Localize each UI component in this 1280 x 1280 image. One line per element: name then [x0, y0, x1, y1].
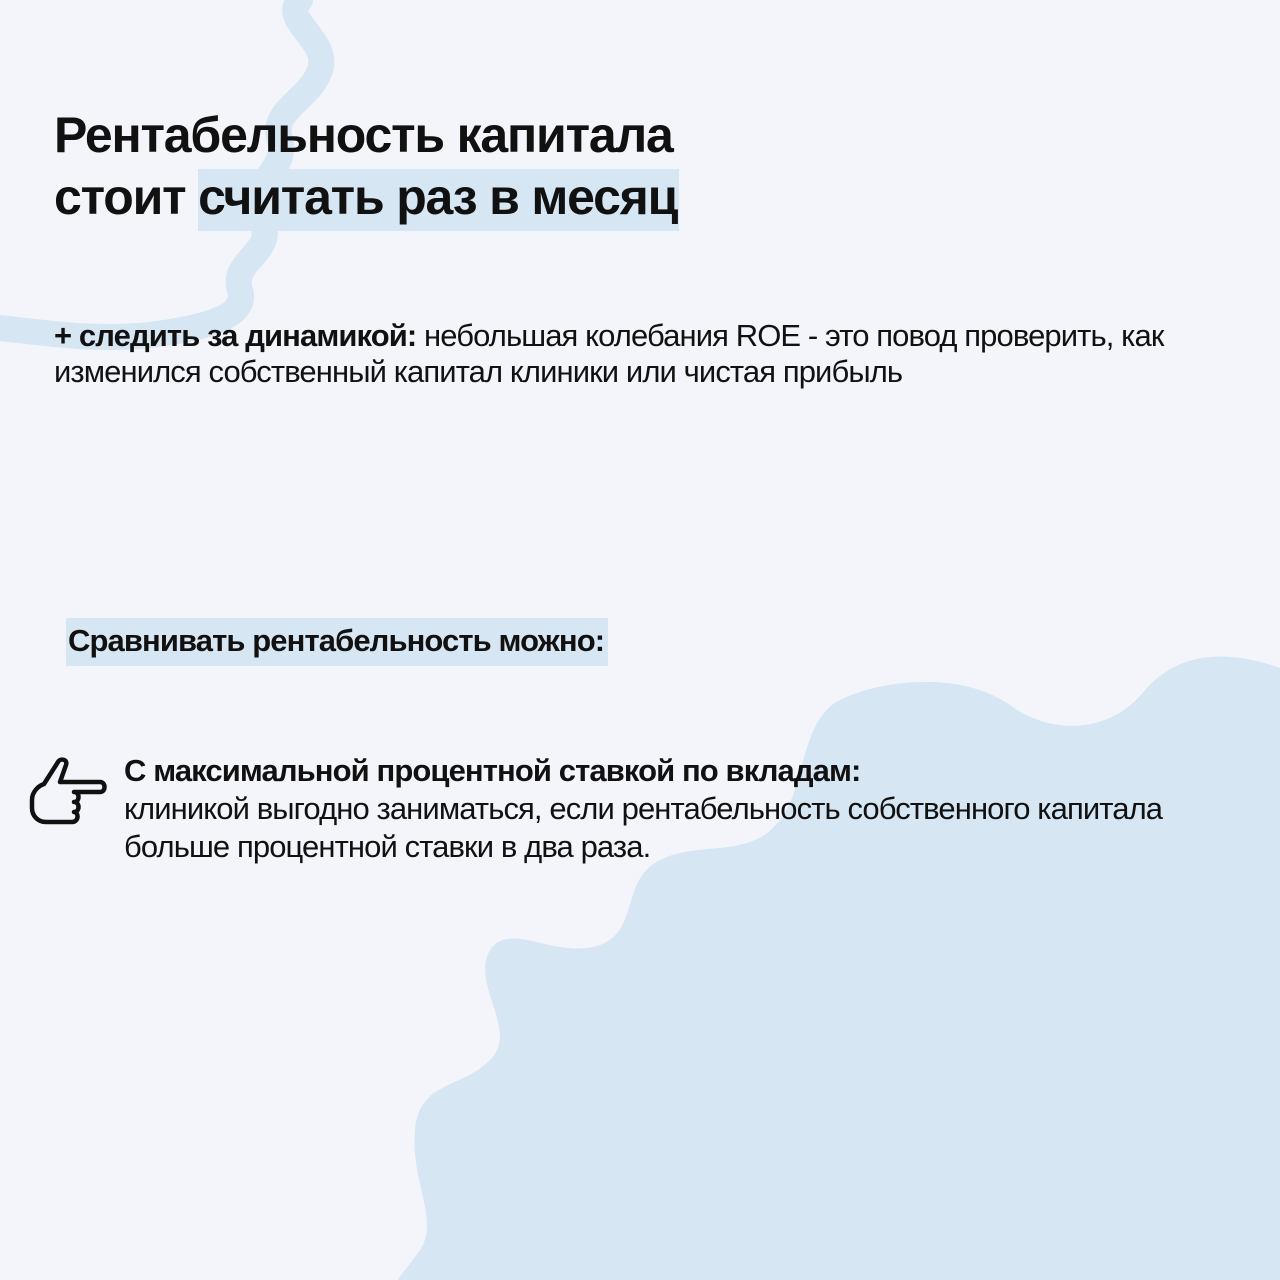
compare-heading: Сравнивать рентабельность можно: [66, 618, 608, 666]
pointing-hand-icon [24, 756, 108, 836]
title-highlight: считать раз в месяц [198, 169, 679, 231]
wavy-blob [398, 656, 1280, 1280]
title-line-2 [54, 166, 679, 228]
title-line-1: Рентабельность капитала [54, 107, 673, 163]
title-line-2-plain: стоит [54, 169, 199, 225]
deposit-body: клиникой выгодно заниматься, если рентабельность собственного капитала больше процентной ставки в два раза. [124, 791, 1163, 864]
dynamics-lead: + следить за динамикой: [54, 318, 417, 353]
dynamics-paragraph [54, 318, 1234, 390]
page-title [54, 104, 679, 228]
deposit-text [124, 752, 1254, 866]
deposit-title: С максимальной процентной ставкой по вкладам: [124, 753, 861, 788]
dynamics-body: небольшая колебания ROE - это повод проверить, как изменился собственный капитал клиники или чистая прибыль [54, 318, 1164, 389]
